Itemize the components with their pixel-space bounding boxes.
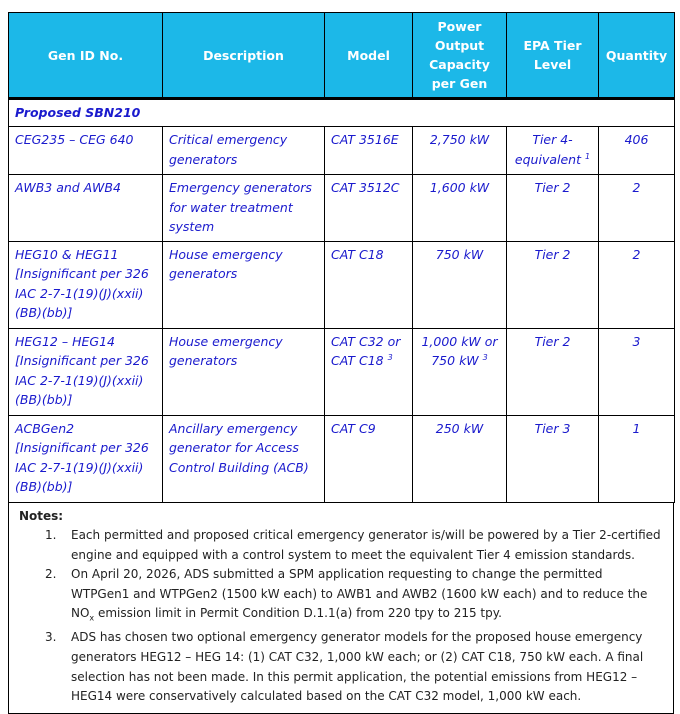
cell-description: House emergency generators <box>163 241 325 328</box>
cell-gen-id: HEG10 & HEG11 [Insignificant per 326 IAC 2-7-1(19)(J)(xxii)(BB)(bb)] <box>9 241 163 328</box>
footnote-ref: 3 <box>387 352 393 362</box>
cell-description: Critical emergency generators <box>163 127 325 175</box>
note-item <box>9 526 673 565</box>
cell-model: CAT 3516E <box>325 127 413 175</box>
cell-description: House emergency generators <box>163 328 325 415</box>
header-epa: EPA Tier Level <box>507 13 599 99</box>
table-row <box>9 175 675 242</box>
cell-power: 2,750 kW <box>413 127 507 175</box>
cell-epa: Tier 2 <box>507 328 599 415</box>
note-number: 2. <box>45 567 57 582</box>
cell-description: Emergency generators for water treatment system <box>163 175 325 242</box>
footnote-ref: 3 <box>482 352 488 362</box>
note-text: On April 20, 2026, ADS submitted a SPM application requesting to change the permitted WTPGen1 and WTPGen2 (1500 kW each) to AWB1 and AWB2 (1600 kW each) and to reduce the $NO_x$ emission limit in Permit Condition D.1.1(a) from 220 tpy to 215 tpy. <box>71 567 648 623</box>
note-text: ADS has chosen two optional emergency generator models for the proposed house emergency generators HEG12 – HEG 14: (1) CAT C32, 1,000 kW each; or (2) CAT C18, 750 kW each. A final selection has not been made. In this permit application, the potential emissions from HEG12 – HEG14 were conservatively calculated based on the CAT C32 model, 1,000 kW each. <box>71 630 644 704</box>
note-number: 3. <box>45 630 57 645</box>
cell-power: 1,600 kW <box>413 175 507 242</box>
generator-table-container <box>8 12 674 714</box>
header-model: Model <box>325 13 413 99</box>
header-gen-id: Gen ID No. <box>9 13 163 99</box>
notes-title: Notes: <box>19 508 64 523</box>
notes-section <box>8 503 674 714</box>
section-row <box>9 99 675 127</box>
cell-epa: Tier 4-equivalent $^1$ <box>507 127 599 175</box>
table-row <box>9 328 675 415</box>
header-description: Description <box>163 13 325 99</box>
section-title: Proposed SBN210 <box>9 99 675 127</box>
notes-list <box>9 526 673 707</box>
cell-model: CAT 3512C <box>325 175 413 242</box>
note-item <box>9 628 673 706</box>
cell-quantity: 406 <box>599 127 675 175</box>
cell-epa: Tier 2 <box>507 175 599 242</box>
cell-model: CAT C32 or CAT C18 $^3$ <box>325 328 413 415</box>
cell-power: 250 kW <box>413 415 507 502</box>
cell-gen-id: CEG235 – CEG 640 <box>9 127 163 175</box>
generator-table <box>8 12 675 503</box>
cell-description: Ancillary emergency generator for Access Control Building (ACB) <box>163 415 325 502</box>
table-row <box>9 127 675 175</box>
note-number: 1. <box>45 528 57 543</box>
cell-power: 750 kW <box>413 241 507 328</box>
table-header-row <box>9 13 675 99</box>
cell-epa: Tier 3 <box>507 415 599 502</box>
cell-power: 1,000 kW or 750 kW $^3$ <box>413 328 507 415</box>
cell-gen-id: ACBGen2 [Insignificant per 326 IAC 2-7-1(19)(J)(xxii)(BB)(bb)] <box>9 415 163 502</box>
note-text: Each permitted and proposed critical emergency generator is/will be powered by a Tier 2-certified engine and equipped with a control system to meet the equivalent Tier 4 emission standards. <box>71 528 661 562</box>
cell-gen-id: HEG12 – HEG14 [Insignificant per 326 IAC 2-7-1(19)(J)(xxii)(BB)(bb)] <box>9 328 163 415</box>
table-row <box>9 241 675 328</box>
cell-quantity: 3 <box>599 328 675 415</box>
cell-model: CAT C9 <box>325 415 413 502</box>
cell-quantity: 2 <box>599 175 675 242</box>
cell-quantity: 1 <box>599 415 675 502</box>
cell-model: CAT C18 <box>325 241 413 328</box>
header-power: Power Output Capacity per Gen <box>413 13 507 99</box>
cell-epa: Tier 2 <box>507 241 599 328</box>
header-quantity: Quantity <box>599 13 675 99</box>
table-row <box>9 415 675 502</box>
cell-gen-id: AWB3 and AWB4 <box>9 175 163 242</box>
note-item <box>9 565 673 628</box>
footnote-ref: 1 <box>584 151 591 161</box>
cell-quantity: 2 <box>599 241 675 328</box>
